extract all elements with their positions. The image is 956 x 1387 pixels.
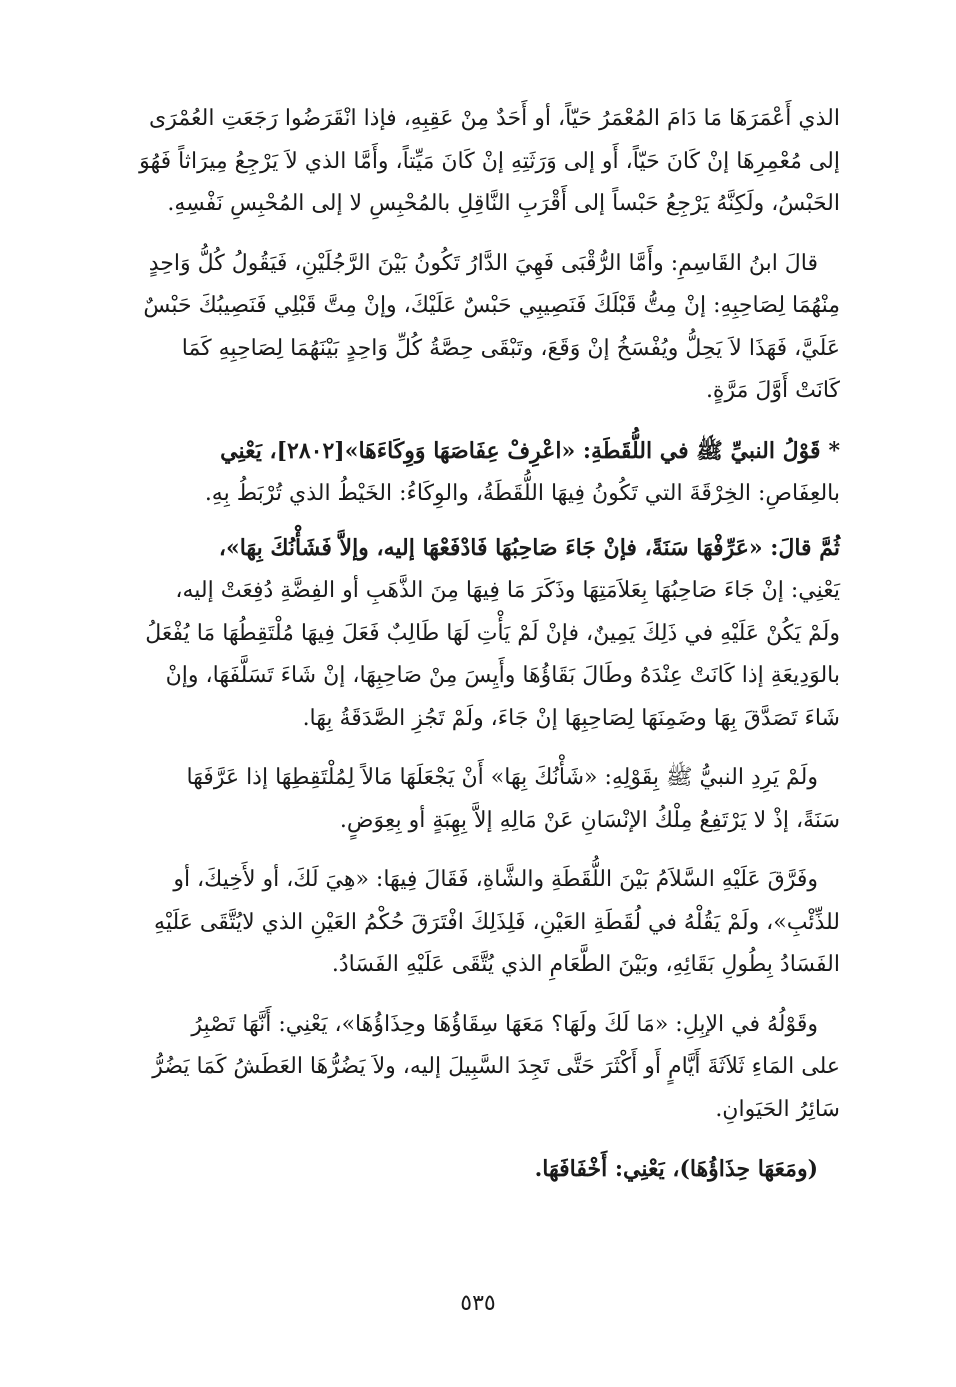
text-line: الحَبْسُ، ولَكِنَّهُ يَرْجِعُ حَبْساً إلى أَقْرَبِ النَّاقِلِ بالمُحْبِسِ لا إلى المُحْبِسِ نَفْسِهِ. (167, 191, 840, 216)
text-line: للذِّئْبِ»، ولَمْ يَقُلْهُ في لُقَطَةِ العَيْنِ، فَلِذَلِكَ افْتَرَقَ حُكْمُ العَيْنِ الذي لايُتَّقَى عَلَيْهِ (154, 909, 840, 935)
text-line: عَلَيَّ، فَهَذَا لاَ يَحِلُّ ويُفْسَخُ إنْ وَقَعَ، وتَبْقَى حِصَّةُ كُلِّ وَاحِدٍ بَيْنَهُمَا لِصَاحِبِهِ كَمَا (181, 335, 840, 361)
text-line: (ومَعَهَا حِذَاؤُهَا)، يَعْنِي: أَخْفَافَهَا. (534, 1156, 818, 1182)
paragraph-tarif (118, 527, 840, 741)
text-line: شَاءَ تَصَدَّقَ بِهَا وضَمِنَهَا لِصَاحِبِهَا إنْ جَاءَ، ولَمْ تَجُزِ الصَّدَقَةُ بِهَا. (302, 705, 840, 731)
text-line: بالوَدِيعَةِ إذا كَانَتْ عِنْدَهُ وطَالَ بَقَاؤُهَا وأَيِسَ مِنْ صَاحِبِهَا، إنْ شَاءَ تَسَلَّفَهَا، وإنْ (165, 663, 840, 688)
paragraph-ibil (118, 1004, 840, 1132)
paragraph-shanuka (118, 757, 840, 842)
text-line: مِنْهُمَا لِصَاحِبِهِ: إنْ مِتُّ قَبْلَكَ فَنَصِيبِي حَبْسٌ عَلَيْكَ، وإنْ مِتَّ قَبْلِي فَنَصِيبُكَ حَبْسٌ (143, 293, 840, 318)
page-number: ٥٣٥ (460, 1291, 496, 1316)
text-line: قالَ ابنُ القَاسِمِ: وأَمَّا الرُّقْبَى فَهِيَ الدَّارُ تَكُونُ بَيْنَ الرَّجُلَيْنِ، فَيَقُولُ كُلُّ وَاحِدٍ (148, 250, 818, 276)
text-line: الفَسَادُ بِطُولِ بَقَائِهِ، وبَيْنَ الطَّعَامِ الذي يُتَّقَى عَلَيْهِ الفَسَادُ. (331, 952, 840, 977)
text-line: قَوْلُ النبيِّ ﷺ في اللُّقَطَةِ: «اعْرِفْ عِفَاصَهَا وَوِكَاءَهَا»[٢٨٠٢]، يَعْنِي (220, 437, 821, 464)
text-line: بالعِفَاصِ: الخِرْقَةَ التي تَكُونُ فِيهَا اللُّقَطَةُ، والوِكَاءُ: الخَيْطُ الذي تُرْبَطُ بِهِ. (204, 481, 840, 506)
paragraph-ruqba (118, 243, 840, 413)
paragraph-shah (118, 859, 840, 987)
star-marker: * (828, 437, 840, 464)
paragraph-luqata (118, 430, 840, 516)
text-line: إلى مُعْمِرِهَا إنْ كَانَ حَيّاً، أَو إلى وَرَثَتِهِ إنْ كَانَ مَيِّتاً، وأَمَّا الذي لاَ يَرْجِعُ مِيرَاثاً فَهُوَ (139, 148, 840, 174)
paragraph-umra (118, 98, 840, 226)
paragraph-hidha (118, 1148, 840, 1192)
text-line: ولَمْ يَرِدِ النبيُّ ﷺ بِقَوْلِهِ: «شَأْنُكَ بِهَا» أَنْ يَجْعَلَهَا مَالاً لِمُلْتَقِطِهَا إذا عَرَّفَهَا (186, 765, 818, 790)
text-line: سَنَةً، إذْ لا يَرْتَفِعُ مِلْكُ الإنْسَانِ عَنْ مَالِهِ إلاَّ بِهِبَةٍ أو بِعِوَضٍ. (339, 807, 840, 833)
text-line: كَانَتْ أَوَّلَ مَرَّةٍ. (705, 378, 840, 403)
text-line: سَائِرُ الحَيَوانِ. (715, 1096, 840, 1122)
text-line: ثُمَّ قالَ: «عَرِّفْهَا سَنَةً، فإنْ جَاءَ صَاحِبُهَا فَادْفَعْهَا إليه، وإلاَّ فَشَأْنُكَ بِهَا»، (218, 534, 840, 561)
text-line: وفَرَّقَ عَلَيْهِ السَّلاَمُ بَيْنَ اللُّقَطَةِ والشَّاةِ، فَقَالَ فِيهَا: «هِيَ لَكَ، أو لأَخِيكَ، أو (173, 867, 818, 892)
page-body (118, 98, 840, 1358)
text-line: الذي أَعْمَرَهَا مَا دَامَ المُعْمَرُ حَيّاً، أو أَحَدٌ مِنْ عَقِبِهِ، فإذا انْقَرَضُوا رَجَعَتِ العُمْرَى (148, 106, 840, 131)
text-line: ولَمْ يَكُنْ عَلَيْهِ في ذَلِكَ يَمِينٌ، فإنْ لَمْ يَأْتِ لَهَا طَالِبٌ فَعَلَ فِيهَا مُلْتَقِطُهَا مَا يُفْعَلُ (145, 620, 840, 646)
text-line: على المَاءِ ثَلاَثَةَ أَيَّامٍ أَو أَكْثَرَ حَتَّى تَجِدَ السَّبِيلَ إليه، ولاَ يَضُرُّهَا العَطَشُ كَمَا يَضُرُّ (152, 1054, 840, 1079)
text-line: وقَوْلُهُ في الإبِلِ: «مَا لَكَ ولَهَا؟ مَعَهَا سِقَاؤُهَا وحِذَاؤُهَا»، يَعْنِي: أَنَّهَا تَصْبِرُ (191, 1011, 818, 1037)
text-line: يَعْنِي: إنْ جَاءَ صَاحِبُهَا بِعَلاَمَتِهَا وذَكَرَ مَا فِيهَا مِنَ الذَّهَبِ أو الفِضَّةِ دُفِعَتْ إليه، (175, 578, 840, 603)
